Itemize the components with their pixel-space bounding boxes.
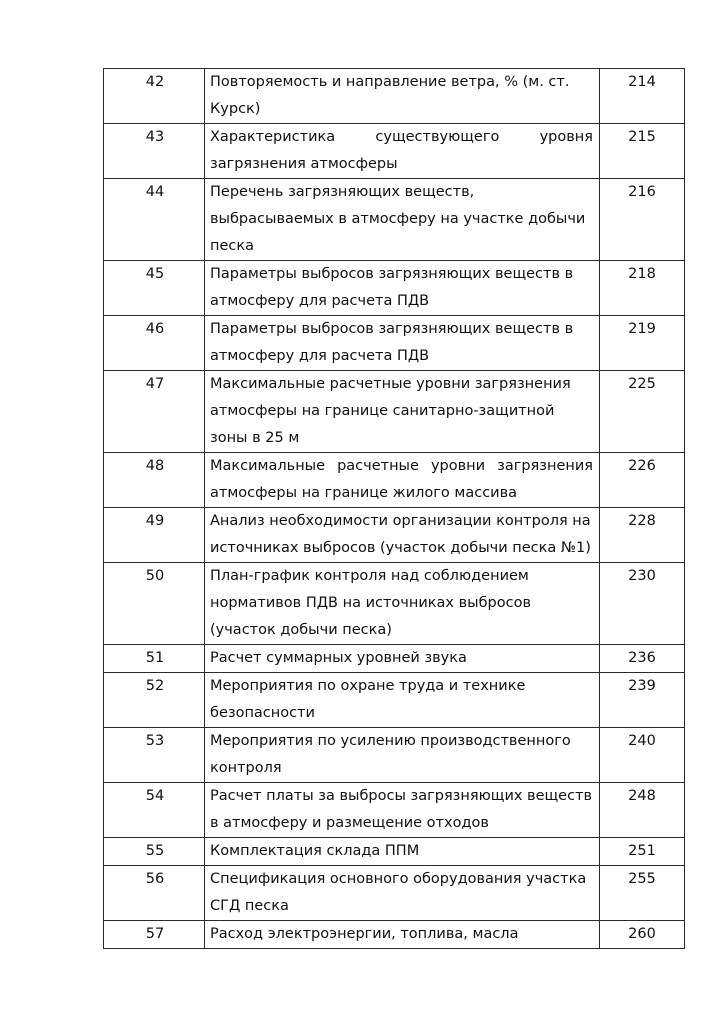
row-title: Анализ необходимости организации контроля на источниках выбросов (участок добычи песка №1) [205,508,600,563]
row-number: 48 [104,453,205,508]
table-row [104,453,685,508]
table-row [104,261,685,316]
row-title: Максимальные расчетные уровни загрязнения атмосферы на границе жилого массива [205,453,600,508]
row-page-number: 218 [600,261,685,316]
table-row [104,316,685,371]
row-title: Расход электроэнергии, топлива, масла [205,921,600,949]
row-title: Максимальные расчетные уровни загрязнения атмосферы на границе санитарно-защитной зоны в 25 м [205,371,600,453]
table-row [104,508,685,563]
row-number: 50 [104,563,205,645]
row-number: 43 [104,124,205,179]
row-number: 47 [104,371,205,453]
row-page-number: 228 [600,508,685,563]
row-number: 44 [104,179,205,261]
row-title: Расчет суммарных уровней звука [205,645,600,673]
row-title: Мероприятия по охране труда и технике безопасности [205,673,600,728]
table-row [104,371,685,453]
table-row [104,124,685,179]
table-row [104,728,685,783]
row-title: Характеристика существующего уровня загрязнения атмосферы [205,124,600,179]
row-number: 45 [104,261,205,316]
row-page-number: 219 [600,316,685,371]
row-title: План-график контроля над соблюдением нормативов ПДВ на источниках выбросов (участок добычи песка) [205,563,600,645]
row-page-number: 236 [600,645,685,673]
row-number: 57 [104,921,205,949]
row-number: 53 [104,728,205,783]
table-row [104,563,685,645]
row-title: Параметры выбросов загрязняющих веществ в атмосферу для расчета ПДВ [205,261,600,316]
row-title: Перечень загрязняющих веществ, выбрасываемых в атмосферу на участке добычи песка [205,179,600,261]
row-number: 55 [104,838,205,866]
table-row [104,838,685,866]
row-page-number: 215 [600,124,685,179]
row-number: 49 [104,508,205,563]
table-row [104,645,685,673]
row-page-number: 230 [600,563,685,645]
table-row [104,783,685,838]
table-row [104,673,685,728]
row-title: Спецификация основного оборудования участка СГД песка [205,866,600,921]
row-title: Параметры выбросов загрязняющих веществ в атмосферу для расчета ПДВ [205,316,600,371]
table-row [104,866,685,921]
row-page-number: 260 [600,921,685,949]
row-number: 46 [104,316,205,371]
row-title: Повторяемость и направление ветра, % (м. ст. Курск) [205,69,600,124]
row-page-number: 214 [600,69,685,124]
row-number: 56 [104,866,205,921]
table-row [104,179,685,261]
row-title: Расчет платы за выбросы загрязняющих веществ в атмосферу и размещение отходов [205,783,600,838]
table-row [104,69,685,124]
row-number: 52 [104,673,205,728]
row-number: 54 [104,783,205,838]
table-row [104,921,685,949]
row-page-number: 239 [600,673,685,728]
table-of-contents [103,68,685,949]
row-number: 42 [104,69,205,124]
row-title: Мероприятия по усилению производственного контроля [205,728,600,783]
row-page-number: 240 [600,728,685,783]
row-page-number: 216 [600,179,685,261]
row-page-number: 248 [600,783,685,838]
row-number: 51 [104,645,205,673]
row-page-number: 255 [600,866,685,921]
row-page-number: 225 [600,371,685,453]
row-page-number: 226 [600,453,685,508]
row-title: Комплектация склада ППМ [205,838,600,866]
row-page-number: 251 [600,838,685,866]
